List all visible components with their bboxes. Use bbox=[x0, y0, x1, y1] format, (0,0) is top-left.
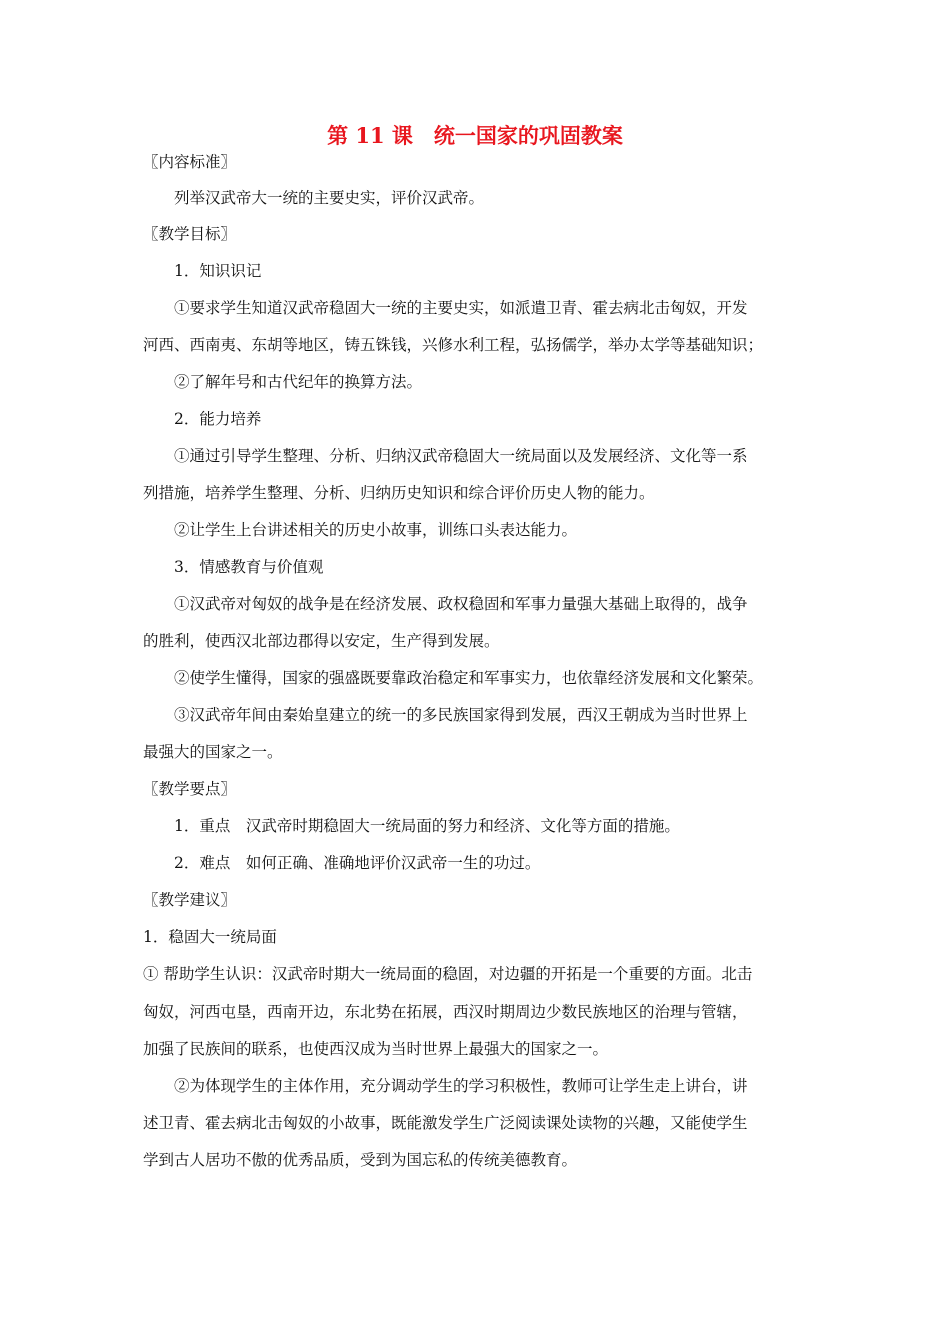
goal-values-title: 3．情感教育与价值观 bbox=[174, 558, 324, 576]
document-title: 第 11 课 统一国家的巩固教案 bbox=[327, 123, 623, 148]
key-point-emphasis: 1．重点 汉武帝时期稳固大一统局面的努力和经济、文化等方面的措施。 bbox=[174, 817, 680, 835]
goal-ability-paragraph-line: ①通过引导学生整理、分析、归纳汉武帝稳固大一统局面以及发展经济、文化等一系 bbox=[174, 447, 748, 465]
content-standard-heading: 〖内容标准〗 bbox=[143, 153, 237, 171]
suggestion-unity-title: 1．稳固大一统局面 bbox=[143, 928, 277, 946]
suggestions-heading: 〖教学建议〗 bbox=[143, 891, 237, 909]
goal-knowledge-title: 1．知识识记 bbox=[174, 262, 262, 280]
content-standard-text: 列举汉武帝大一统的主要史实，评价汉武帝。 bbox=[174, 189, 485, 207]
goal-values-paragraph-line: 最强大的国家之一。 bbox=[143, 743, 283, 761]
goal-ability-title: 2．能力培养 bbox=[174, 410, 262, 428]
key-point-difficulty: 2．难点 如何正确、准确地评价汉武帝一生的功过。 bbox=[174, 854, 541, 872]
goal-values-paragraph-line: ③汉武帝年间由秦始皇建立的统一的多民族国家得到发展，西汉王朝成为当时世界上 bbox=[174, 706, 748, 724]
goal-knowledge-paragraph: ②了解年号和古代纪年的换算方法。 bbox=[174, 373, 423, 391]
goal-values-paragraph: ②使学生懂得，国家的强盛既要靠政治稳定和军事实力，也依靠经济发展和文化繁荣。 bbox=[174, 669, 764, 687]
goal-ability-paragraph-line: 列措施，培养学生整理、分析、归纳历史知识和综合评价历史人物的能力。 bbox=[143, 484, 655, 502]
suggestion-paragraph-line: ②为体现学生的主体作用，充分调动学生的学习积极性，教师可让学生走上讲台，讲 bbox=[174, 1077, 748, 1095]
suggestion-paragraph-line: ① 帮助学生认识：汉武帝时期大一统局面的稳固，对边疆的开拓是一个重要的方面。北击 bbox=[143, 965, 753, 983]
suggestion-paragraph-line: 匈奴，河西屯垦，西南开边，东北势在拓展，西汉时期周边少数民族地区的治理与管辖， bbox=[143, 1003, 748, 1021]
suggestion-paragraph-line: 述卫青、霍去病北击匈奴的小故事，既能激发学生广泛阅读课处读物的兴趣，又能使学生 bbox=[143, 1114, 748, 1132]
goal-ability-paragraph: ②让学生上台讲述相关的历史小故事，训练口头表达能力。 bbox=[174, 521, 578, 539]
goal-values-paragraph-line: ①汉武帝对匈奴的战争是在经济发展、政权稳固和军事力量强大基础上取得的，战争 bbox=[174, 595, 748, 613]
key-points-heading: 〖教学要点〗 bbox=[143, 780, 237, 798]
teaching-goals-heading: 〖教学目标〗 bbox=[143, 225, 237, 243]
goal-knowledge-paragraph-line: 河西、西南夷、东胡等地区，铸五铢钱，兴修水利工程，弘扬儒学，举办太学等基础知识； bbox=[143, 336, 764, 354]
suggestion-paragraph-line: 学到古人居功不傲的优秀品质，受到为国忘私的传统美德教育。 bbox=[143, 1151, 578, 1169]
goal-knowledge-paragraph-line: ①要求学生知道汉武帝稳固大一统的主要史实，如派遣卫青、霍去病北击匈奴，开发 bbox=[174, 299, 748, 317]
suggestion-paragraph-line: 加强了民族间的联系，也使西汉成为当时世界上最强大的国家之一。 bbox=[143, 1040, 609, 1058]
goal-values-paragraph-line: 的胜利，使西汉北部边郡得以安定，生产得到发展。 bbox=[143, 632, 500, 650]
